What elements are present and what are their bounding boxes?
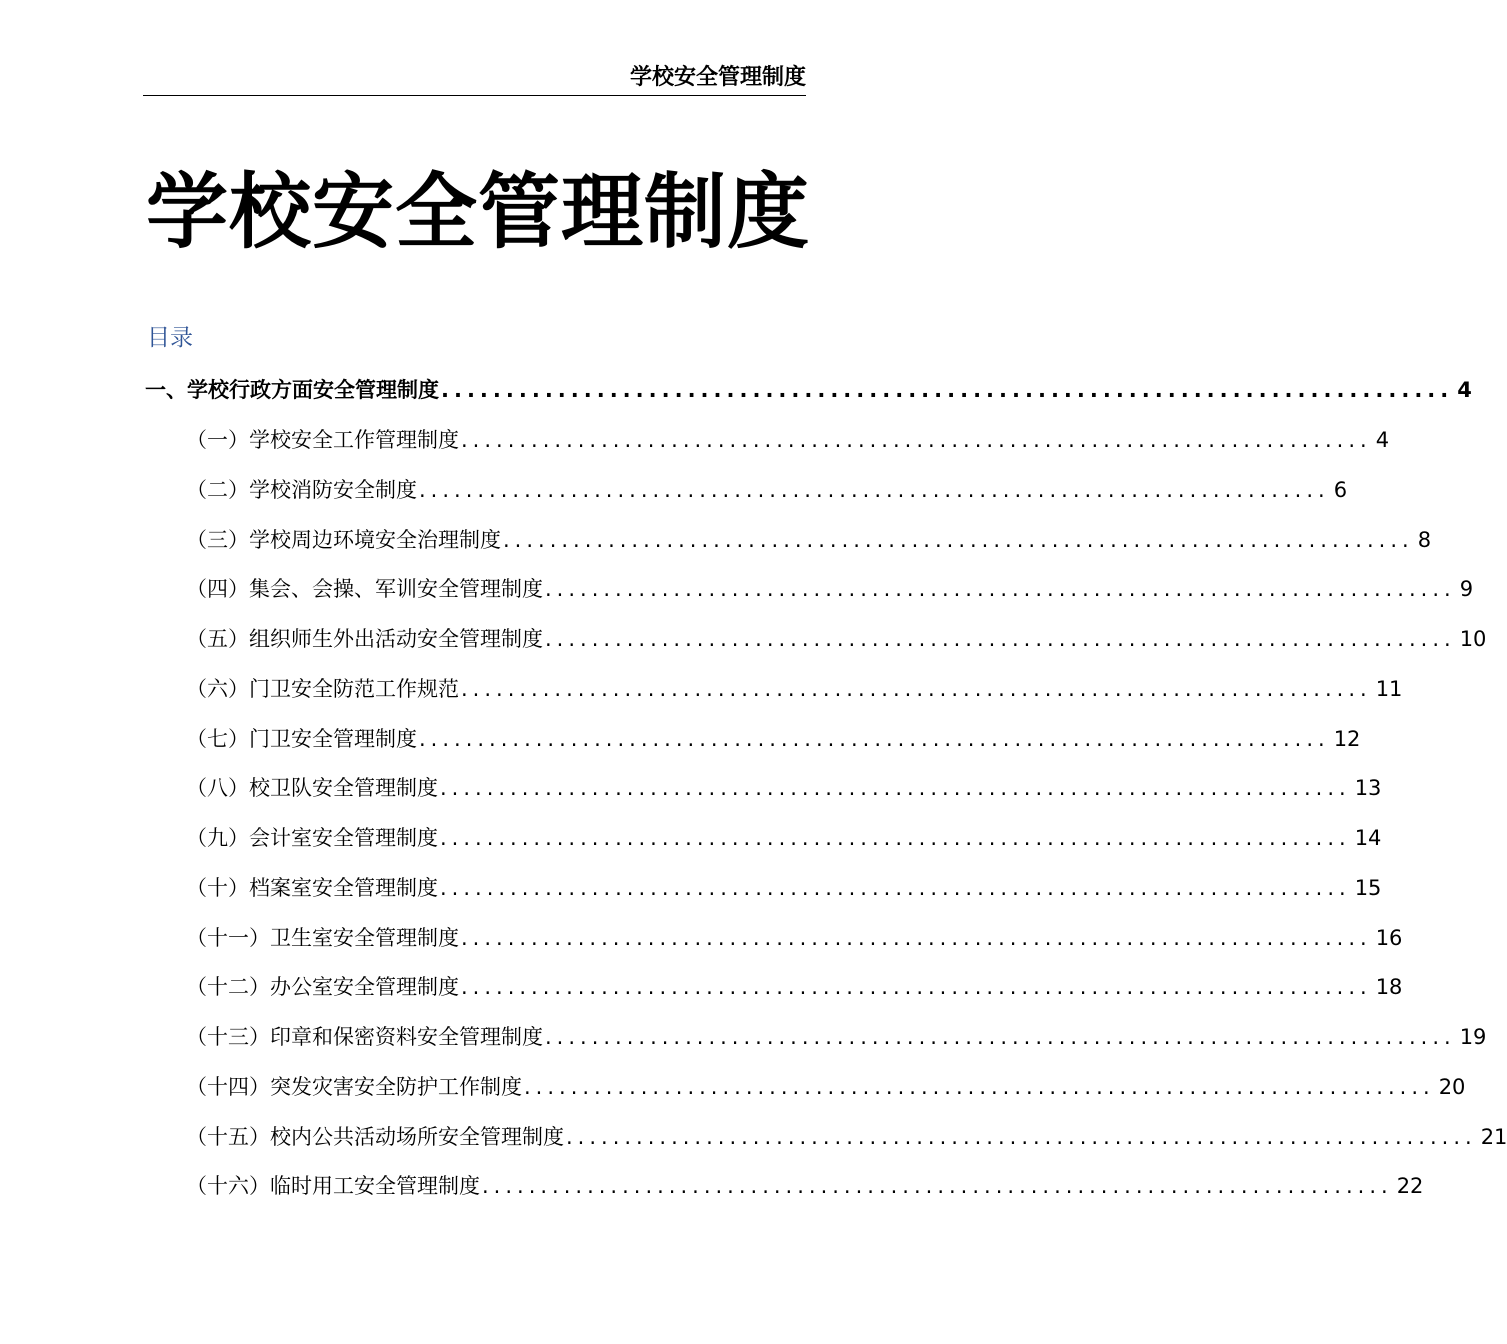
toc-entry-label: （一）学校安全工作管理制度 (186, 428, 459, 452)
toc-entry-label: （七）门卫安全管理制度 (186, 727, 417, 751)
toc-entry-page: 10 (1459, 627, 1487, 651)
toc-leader-dots: .............................................................................. (482, 1174, 1393, 1198)
toc-leader-dots: .............................................................................. (461, 926, 1372, 950)
toc-entry-label: （十五）校内公共活动场所安全管理制度 (186, 1125, 564, 1149)
toc-leader-dots: .............................................................................. (545, 1025, 1456, 1049)
toc-leader-dots: .............................................................................. (461, 677, 1372, 701)
running-header-text: 学校安全管理制度 (629, 65, 806, 90)
toc-leader-dots: .............................................................................. (545, 627, 1456, 651)
toc-entry-label: （十二）办公室安全管理制度 (186, 975, 459, 999)
toc-entry[interactable] (186, 920, 1403, 952)
toc-leader-dots: .............................................................................. (461, 975, 1372, 999)
toc-entry-page: 8 (1417, 528, 1432, 552)
toc-entry-page: 14 (1354, 826, 1382, 850)
toc-entry[interactable] (186, 671, 1403, 703)
running-header (143, 60, 806, 96)
toc-entry-page: 15 (1354, 876, 1382, 900)
toc-entry[interactable] (186, 969, 1403, 1001)
toc-entry[interactable] (145, 372, 1472, 404)
toc-entry-page: 22 (1396, 1174, 1424, 1198)
toc-entry[interactable] (186, 1019, 1487, 1051)
toc-leader-dots: .............................................................................. (524, 1075, 1435, 1099)
toc-entry-label: （二）学校消防安全制度 (186, 478, 417, 502)
toc-entry-page: 20 (1438, 1075, 1466, 1099)
toc-leader-dots: .............................................................................. (503, 528, 1414, 552)
toc-entry[interactable] (186, 422, 1390, 454)
toc-entry-page: 9 (1459, 577, 1474, 601)
toc-entry-page: 6 (1333, 478, 1348, 502)
toc-leader-dots: .............................................................................. (461, 428, 1372, 452)
toc-entry-label: 一、学校行政方面安全管理制度 (145, 378, 439, 402)
toc-entry-label: （六）门卫安全防范工作规范 (186, 677, 459, 701)
toc-entry-page: 18 (1375, 975, 1403, 999)
toc-entry-label: （四）集会、会操、军训安全管理制度 (186, 577, 543, 601)
toc-entry-page: 4 (1457, 378, 1472, 402)
toc-leader-dots: .............................................................................. (440, 826, 1351, 850)
toc-entry-page: 13 (1354, 776, 1382, 800)
toc-entry[interactable] (186, 621, 1487, 653)
toc-entry-label: （八）校卫队安全管理制度 (186, 776, 438, 800)
toc-leader-dots: .............................................................................. (440, 876, 1351, 900)
toc-entry[interactable] (186, 1168, 1424, 1200)
toc-entry[interactable] (186, 571, 1474, 603)
toc-leader-dots: .............................................................................. (419, 727, 1330, 751)
toc-leader-dots: .............................................................................. (419, 478, 1330, 502)
toc-entry[interactable] (186, 870, 1382, 902)
toc-entry-page: 21 (1480, 1125, 1507, 1149)
toc-leader-dots: .............................................................................. (566, 1125, 1477, 1149)
toc-entry-page: 19 (1459, 1025, 1487, 1049)
toc-entry-page: 12 (1333, 727, 1361, 751)
toc-entry[interactable] (186, 1119, 1507, 1151)
toc-entry[interactable] (186, 472, 1348, 504)
toc-entry-label: （五）组织师生外出活动安全管理制度 (186, 627, 543, 651)
toc-entry[interactable] (186, 721, 1361, 753)
toc-leader-dots: .............................................................................. (441, 378, 1454, 402)
toc-entry-page: 16 (1375, 926, 1403, 950)
toc-entry[interactable] (186, 820, 1382, 852)
toc-entry-label: （十）档案室安全管理制度 (186, 876, 438, 900)
toc-leader-dots: .............................................................................. (545, 577, 1456, 601)
toc-entry-label: （十四）突发灾害安全防护工作制度 (186, 1075, 522, 1099)
toc-entry-label: （九）会计室安全管理制度 (186, 826, 438, 850)
toc-entry[interactable] (186, 522, 1432, 554)
toc-entry-label: （十三）印章和保密资料安全管理制度 (186, 1025, 543, 1049)
toc-entry-label: （十六）临时用工安全管理制度 (186, 1174, 480, 1198)
toc-heading: 目录 (147, 325, 193, 351)
toc-entry[interactable] (186, 1069, 1466, 1101)
toc-entry-page: 11 (1375, 677, 1403, 701)
toc-entry-label: （十一）卫生室安全管理制度 (186, 926, 459, 950)
document-title: 学校安全管理制度 (146, 165, 811, 260)
toc-leader-dots: .............................................................................. (440, 776, 1351, 800)
toc-entry-label: （三）学校周边环境安全治理制度 (186, 528, 501, 552)
toc-entry[interactable] (186, 770, 1382, 802)
toc-entry-page: 4 (1375, 428, 1390, 452)
